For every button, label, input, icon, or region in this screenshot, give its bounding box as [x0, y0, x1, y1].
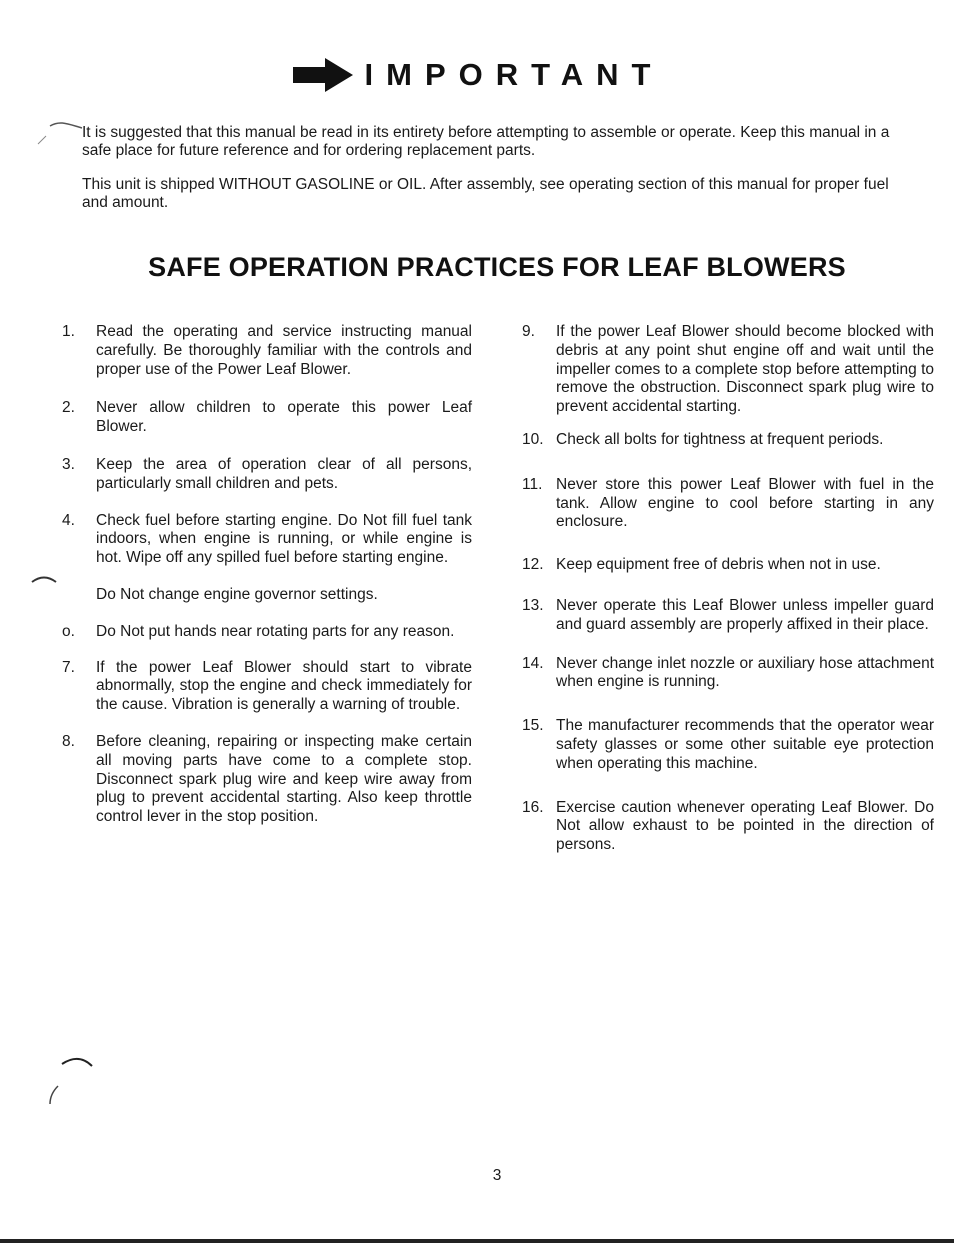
list-item	[522, 556, 934, 575]
item-number: 12.	[522, 556, 544, 574]
item-number: o.	[62, 622, 75, 640]
item-number: 9.	[522, 323, 535, 340]
item-number: 1.	[62, 323, 75, 340]
item-text: The manufacturer recommends that the operator wear safety glasses or some other suitable eye protection when operating this machine.	[556, 717, 934, 772]
list-item	[522, 323, 934, 417]
item-text: Keep the area of operation clear of all persons, particularly small children and pets.	[96, 455, 472, 492]
list-item	[62, 399, 472, 437]
item-text: Do Not change engine governor settings.	[96, 585, 378, 603]
list-item	[62, 456, 472, 494]
list-item	[62, 733, 472, 827]
list-item	[62, 659, 472, 715]
item-number: 16.	[522, 798, 544, 816]
scan-mark	[28, 112, 88, 152]
list-item	[62, 323, 472, 379]
bottom-rule	[0, 1239, 954, 1243]
list-item	[522, 476, 934, 532]
scan-mark	[44, 1052, 104, 1112]
item-text: Before cleaning, repairing or inspecting make certain all moving parts have come to a complete stop. Disconnect spark plug wire and keep wire away from plug to prevent accidental starting. Also keep throttle control lever in the stop position.	[96, 732, 472, 826]
item-text: Do Not put hands near rotating parts for any reason.	[96, 622, 455, 640]
right-column	[522, 323, 934, 855]
list-item	[522, 799, 934, 855]
item-number: 11.	[522, 475, 543, 493]
item-number: 3.	[62, 455, 75, 473]
item-number: 10.	[522, 430, 544, 448]
item-number: 15.	[522, 717, 544, 735]
list-item	[522, 717, 934, 773]
list-item	[522, 431, 934, 450]
important-heading	[0, 56, 954, 99]
intro-paragraph: It is suggested that this manual be read in its entirety before attempting to assemble or operate. Keep this manual in a safe place for future reference and for ordering replacement parts.	[82, 124, 890, 159]
item-text: Never operate this Leaf Blower unless impeller guard and guard assembly are properly affixed in their place.	[556, 596, 934, 633]
list-item	[62, 512, 472, 568]
item-text: Never allow children to operate this power Leaf Blower.	[96, 399, 472, 436]
intro-paragraph: This unit is shipped WITHOUT GASOLINE or OIL. After assembly, see operating section of this manual for proper fuel and amount.	[82, 176, 889, 211]
item-text: If the power Leaf Blower should become blocked with debris at any point shut engine off and wait until the impeller comes to a complete stop before attempting to remove the obstruction. Disconnect spark plug wire to prevent accidental starting.	[556, 323, 934, 416]
left-column	[62, 323, 472, 827]
item-text: Keep equipment free of debris when not in use.	[556, 556, 881, 574]
item-text: Read the operating and service instructing manual carefully. Be thoroughly familiar with the controls and proper use of the Power Leaf Blower.	[96, 323, 472, 378]
item-text: Check fuel before starting engine. Do Not fill fuel tank indoors, when engine is running, or while engine is hot. Wipe off any spilled fuel before starting engine.	[96, 511, 472, 567]
item-text: Never change inlet nozzle or auxiliary hose attachment when engine is running.	[556, 654, 934, 691]
section-title: SAFE OPERATION PRACTICES FOR LEAF BLOWERS	[148, 252, 846, 282]
scan-mark	[30, 572, 60, 592]
item-number: 14.	[522, 654, 544, 672]
item-number: 7.	[62, 658, 75, 676]
item-text: Never store this power Leaf Blower with fuel in the tank. Allow engine to cool before starting in any enclosure.	[556, 475, 934, 531]
item-text: Check all bolts for tightness at frequent periods.	[556, 430, 884, 448]
item-text: If the power Leaf Blower should start to vibrate abnormally, stop the engine and check immediately for the cause. Vibration is generally a warning of trouble.	[96, 658, 472, 714]
item-text: Exercise caution whenever operating Leaf Blower. Do Not allow exhaust to be pointed in the direction of persons.	[556, 798, 934, 854]
item-number: 8.	[62, 732, 75, 750]
important-title: IMPORTANT	[364, 57, 664, 92]
arrow-right-icon	[291, 56, 361, 94]
item-number: 4.	[62, 511, 75, 529]
item-number: 13.	[522, 596, 544, 614]
list-item	[62, 586, 472, 605]
list-item	[522, 655, 934, 693]
page-number: 3	[492, 1167, 502, 1184]
item-number: 2.	[62, 399, 75, 417]
list-item	[522, 597, 934, 635]
list-item	[62, 623, 472, 642]
